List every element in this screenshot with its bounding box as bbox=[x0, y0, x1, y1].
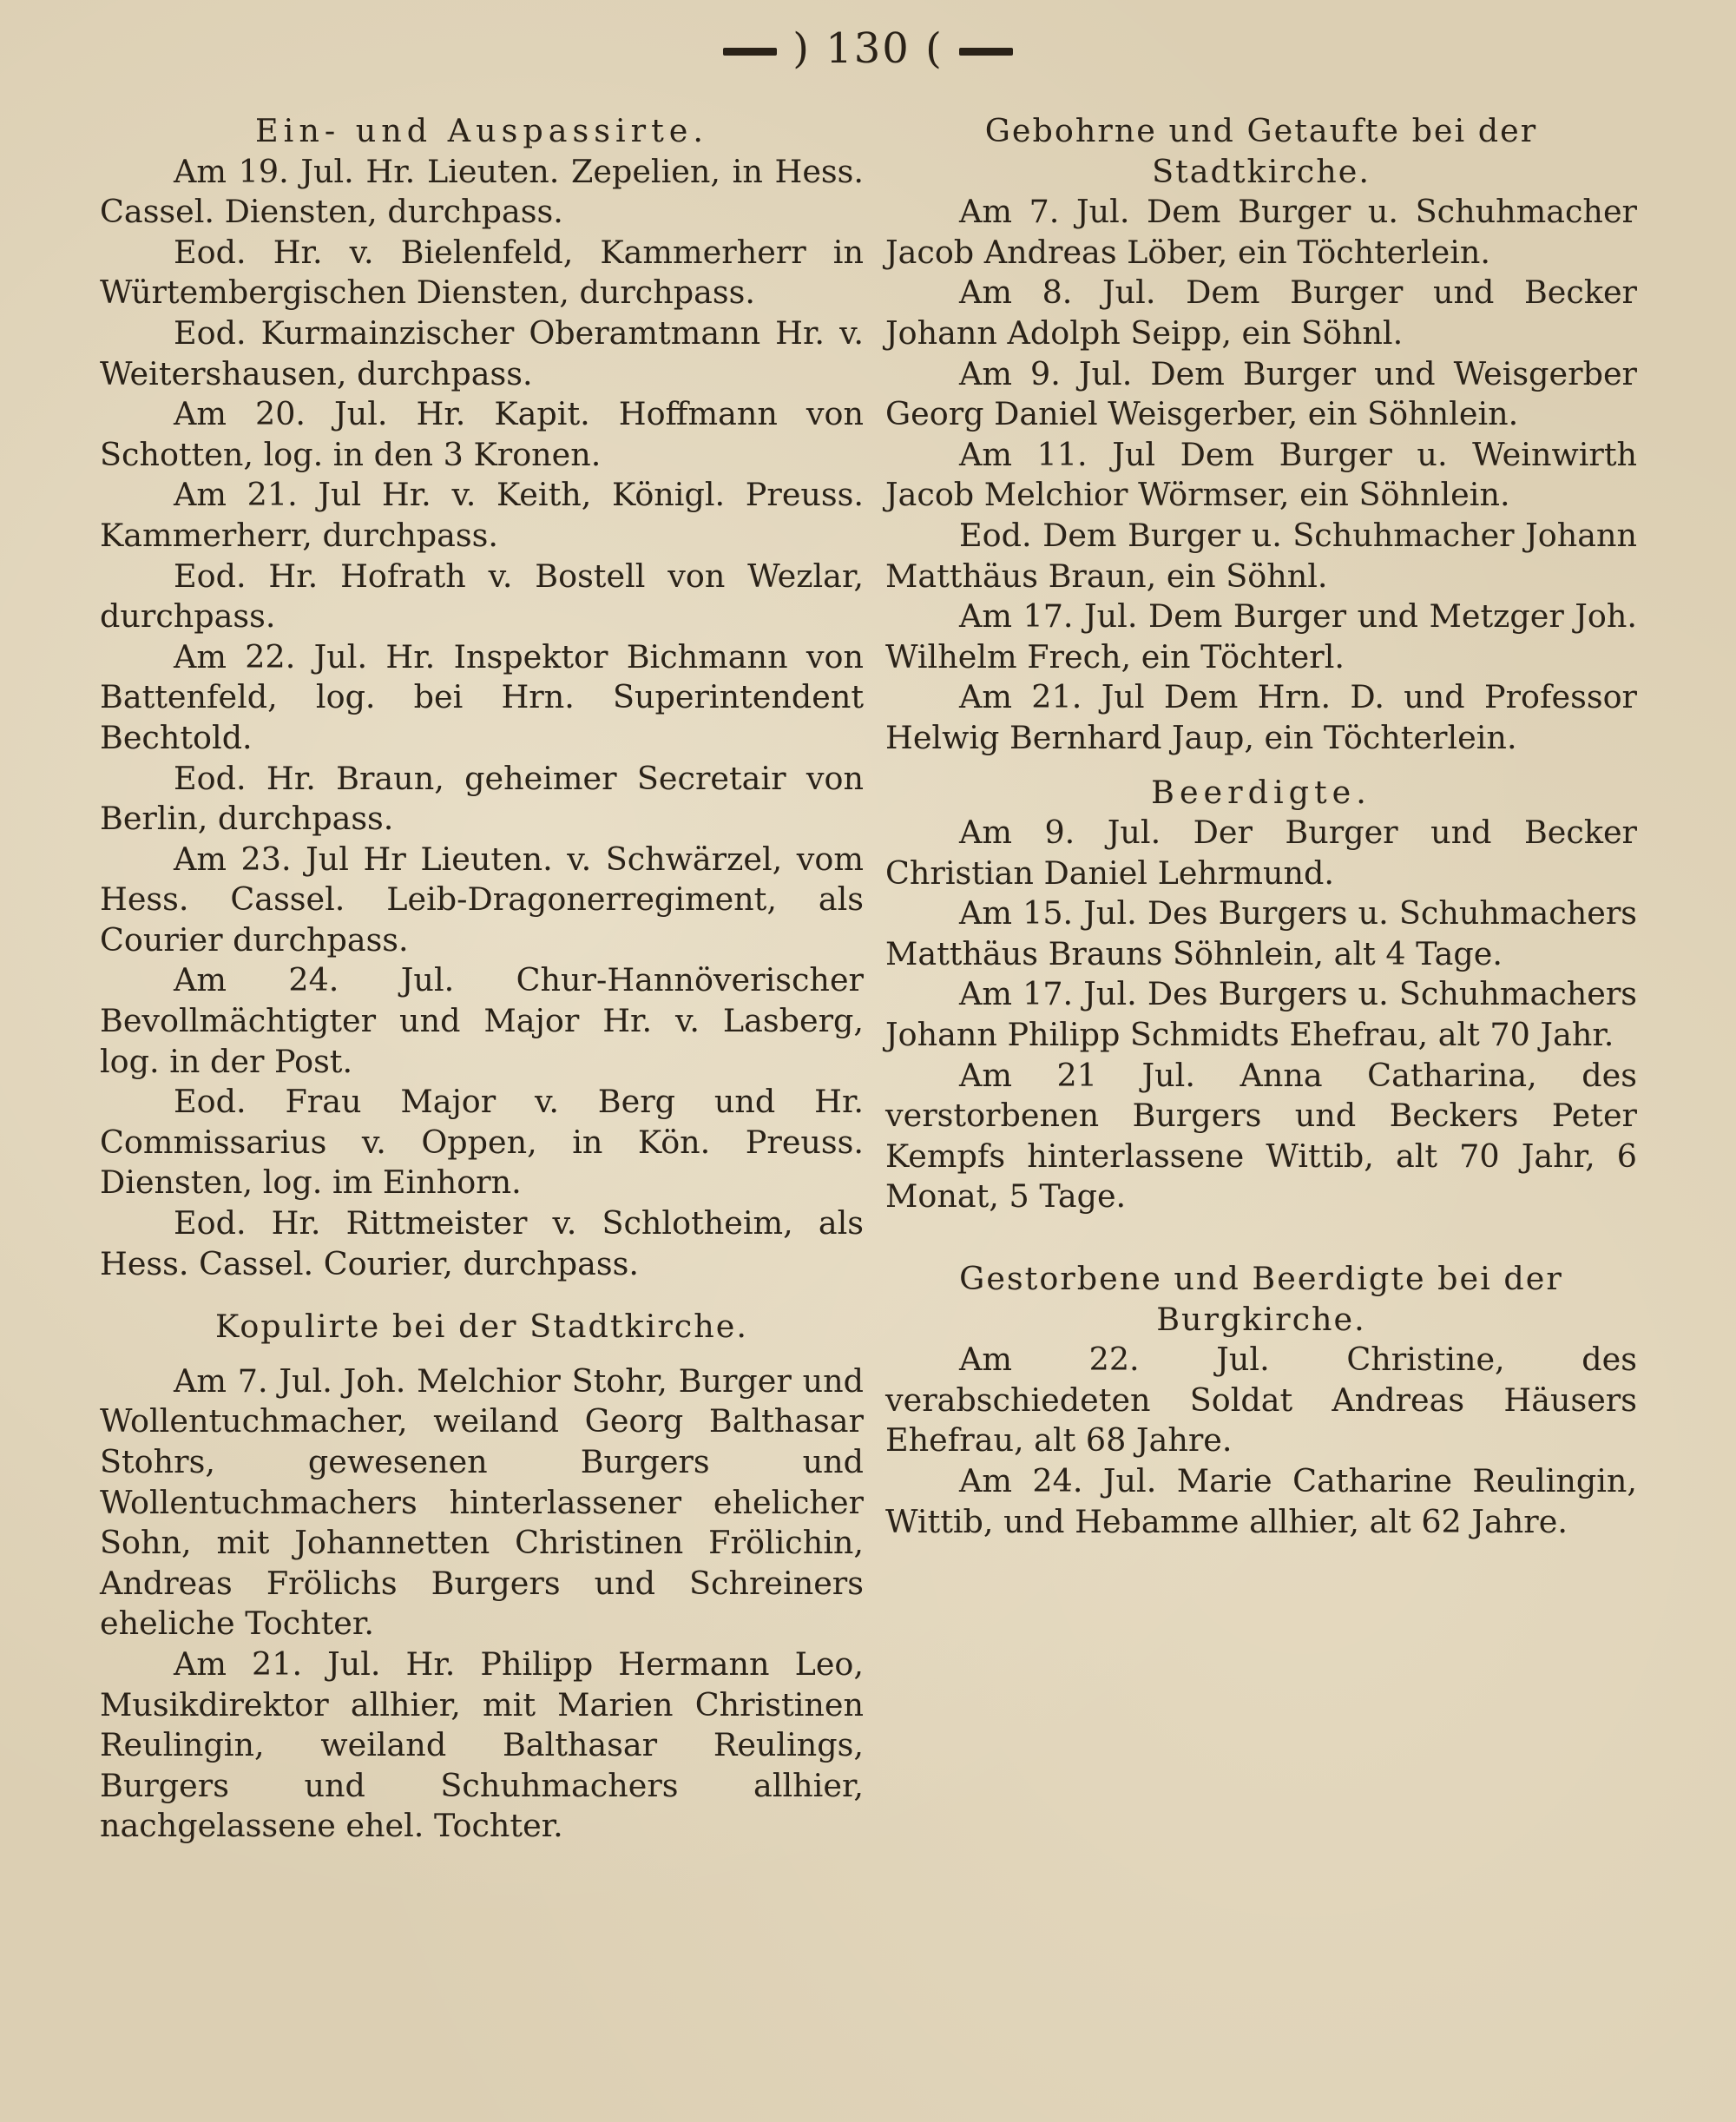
page-number: 130 bbox=[825, 24, 911, 73]
entry: Eod. Kurmainzischer Oberamtmann Hr. v. Weitershausen, durchpass. bbox=[100, 313, 864, 392]
left-column bbox=[100, 111, 864, 1847]
entry: Am 21. Jul Dem Hrn. D. und Professor Helwig Bernhard Jaup, ein Töchterlein. bbox=[885, 678, 1637, 756]
page-header bbox=[0, 24, 1736, 73]
entry: Am 19. Jul. Hr. Lieuten. Zepelien, in Hess. Cassel. Diensten, durchpass. bbox=[100, 152, 864, 231]
paren-right: ( bbox=[910, 24, 944, 73]
entry: Eod. Hr. Hofrath v. Bostell von Wezlar, durchpass. bbox=[100, 557, 864, 636]
entry: Am 9. Jul. Dem Burger und Weisgerber Georg Daniel Weisgerber, ein Söhnlein. bbox=[885, 354, 1637, 433]
section-title-births: Gebohrne und Getaufte bei der Stadtkirche. bbox=[984, 112, 1538, 190]
entry: Am 22. Jul. Hr. Inspektor Bichmann von Battenfeld, log. bei Hrn. Superintendent Bechtold. bbox=[100, 637, 864, 756]
paren-left: ) bbox=[792, 24, 826, 73]
right-column bbox=[885, 111, 1637, 1542]
section-title-marriages: Kopulirte bei der Stadtkirche. bbox=[215, 1308, 748, 1346]
section-title-passengers: Ein- und Auspassirte. bbox=[255, 112, 708, 149]
header-rule-left bbox=[723, 48, 777, 56]
entry: Am 21. Jul. Hr. Philipp Hermann Leo, Musikdirektor allhier, mit Marien Christinen Reulingin, weiland Balthasar Reulings, Burgers und Schuhmachers allhier, nachgelassene ehel. Tochter. bbox=[100, 1644, 864, 1845]
entry: Am 9. Jul. Der Burger und Becker Christian Daniel Lehrmund. bbox=[885, 814, 1637, 892]
section-title-burials: Beerdigte. bbox=[1151, 773, 1371, 811]
entry: Eod. Hr. Braun, geheimer Secretair von Berlin, durchpass. bbox=[100, 759, 864, 838]
entry: Am 22. Jul. Christine, des verabschiedeten Soldat Andreas Häusers Ehefrau, alt 68 Jahre. bbox=[885, 1341, 1637, 1460]
entry: Eod. Hr. v. Bielenfeld, Kammerherr in Würtembergischen Diensten, durchpass. bbox=[100, 233, 864, 312]
entry: Am 20. Jul. Hr. Kapit. Hoffmann von Schotten, log. in den 3 Kronen. bbox=[100, 395, 864, 473]
entry: Am 23. Jul Hr Lieuten. v. Schwärzel, vom Hess. Cassel. Leib-Dragonerregiment, als Courier durchpass. bbox=[100, 840, 864, 959]
entry: Eod. Frau Major v. Berg und Hr. Commissarius v. Oppen, in Kön. Preuss. Diensten, log. im Einhorn. bbox=[100, 1083, 864, 1202]
entry: Am 15. Jul. Des Burgers u. Schuhmachers Matthäus Brauns Söhnlein, alt 4 Tage. bbox=[885, 894, 1637, 972]
entry: Am 24. Jul. Chur-Hannöverischer Bevollmächtigter und Major Hr. v. Lasberg, log. in der Post. bbox=[100, 961, 864, 1080]
entry: Am 24. Jul. Marie Catharine Reulingin, Wittib, und Hebamme allhier, alt 62 Jahre. bbox=[885, 1462, 1637, 1540]
entry: Eod. Dem Burger u. Schuhmacher Johann Matthäus Braun, ein Söhnl. bbox=[885, 516, 1637, 595]
entry: Am 8. Jul. Dem Burger und Becker Johann Adolph Seipp, ein Söhnl. bbox=[885, 273, 1637, 352]
entry: Am 7. Jul. Dem Burger u. Schuhmacher Jacob Andreas Löber, ein Töchterlein. bbox=[885, 193, 1637, 271]
entry: Am 11. Jul Dem Burger u. Weinwirth Jacob Melchior Wörmser, ein Söhnlein. bbox=[885, 435, 1637, 514]
section-title-castle-church-deaths: Gestorbene und Beerdigte bei der Burgkirche. bbox=[959, 1260, 1563, 1338]
entry: Eod. Hr. Rittmeister v. Schlotheim, als Hess. Cassel. Courier, durchpass. bbox=[100, 1204, 864, 1282]
entry: Am 17. Jul. Dem Burger und Metzger Joh. Wilhelm Frech, ein Töchterl. bbox=[885, 597, 1637, 675]
entry: Am 17. Jul. Des Burgers u. Schuhmachers Johann Philipp Schmidts Ehefrau, alt 70 Jahr. bbox=[885, 975, 1637, 1054]
entry: Am 7. Jul. Joh. Melchior Stohr, Burger und Wollentuchmacher, weiland Georg Balthasar Stohrs, gewesenen Burgers und Wollentuchmachers hinterlassener ehelicher Sohn, mit Johannetten Christinen Frölichin, Andreas Frölichs Burgers und Schreiners eheliche Tochter. bbox=[100, 1361, 864, 1643]
entry: Am 21. Jul Hr. v. Keith, Königl. Preuss. Kammerherr, durchpass. bbox=[100, 476, 864, 554]
entry: Am 21 Jul. Anna Catharina, des verstorbenen Burgers und Beckers Peter Kempfs hinterlassene Wittib, alt 70 Jahr, 6 Monat, 5 Tage. bbox=[885, 1056, 1637, 1216]
header-rule-right bbox=[959, 48, 1013, 56]
